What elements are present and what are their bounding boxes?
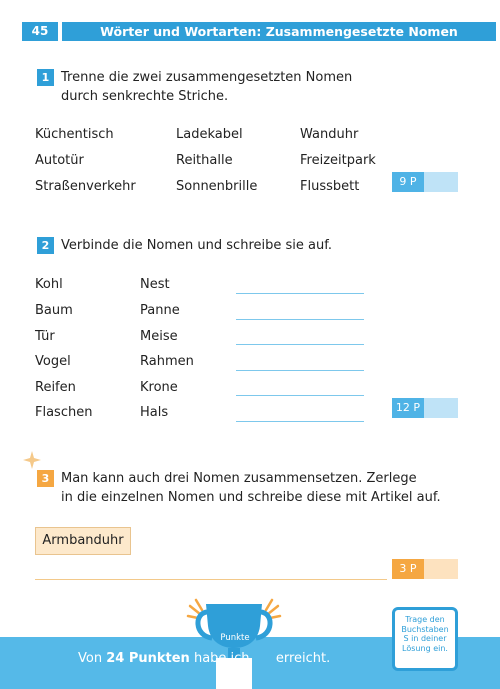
hint-line: Lösung ein.: [402, 643, 448, 653]
task-2-word-right: Nest: [140, 277, 170, 292]
task-2-word-right: Rahmen: [140, 354, 194, 369]
task-3-score-label: 3 P: [392, 559, 424, 579]
task-2-word-left: Tür: [35, 329, 55, 344]
task-1-word[interactable]: Flussbett: [300, 179, 360, 194]
hint-box: [392, 607, 458, 671]
task-2-instruction: Verbinde die Nomen und schreibe sie auf.: [61, 238, 332, 253]
page-title: Wörter und Wortarten: Zusammengesetzte Nomen: [62, 22, 496, 41]
task-3-instruction-line-1: Man kann auch drei Nomen zusammensetzen. Zerlege: [61, 471, 417, 486]
task-2-word-left: Flaschen: [35, 405, 93, 420]
task-1-word[interactable]: Straßenverkehr: [35, 179, 136, 194]
trophy-label: Punkte: [220, 633, 250, 643]
hint-line: Trage den: [405, 615, 445, 624]
task-1-instruction: [61, 68, 352, 106]
footer-text-middle: habe ich: [193, 651, 250, 666]
task-2-word-right: Hals: [140, 405, 169, 420]
task-1-word[interactable]: Sonnenbrille: [176, 179, 258, 194]
task-1-score-label: 9 P: [392, 172, 424, 192]
footer-text: [78, 651, 330, 666]
task-3-badge: 3: [37, 470, 54, 487]
task-1-instruction-line-1: Trenne die zwei zusammengesetzten Nomen: [61, 70, 353, 85]
task-2-badge: 2: [37, 237, 54, 254]
answer-line[interactable]: [236, 395, 364, 396]
task-1-word[interactable]: Wanduhr: [300, 127, 359, 142]
task-2-word-left: Kohl: [35, 277, 63, 292]
task-3-instruction-line-2: in die einzelnen Nomen und schreibe diese mit Artikel auf.: [61, 490, 441, 505]
footer-text-suffix: erreicht.: [275, 651, 331, 666]
task-1-word[interactable]: Küchentisch: [35, 127, 114, 142]
task-2-score-box[interactable]: [392, 398, 458, 418]
task-1-word[interactable]: Ladekabel: [176, 127, 243, 142]
answer-line[interactable]: [236, 370, 364, 371]
task-1-word[interactable]: Reithalle: [176, 153, 233, 168]
task-2-word-left: Baum: [35, 303, 73, 318]
task-2-word-left: Vogel: [35, 354, 71, 369]
answer-line[interactable]: [236, 293, 364, 294]
task-1-score-box[interactable]: [392, 172, 458, 192]
task-2-word-right: Panne: [140, 303, 180, 318]
footer-text-prefix: Von: [78, 651, 103, 666]
hint-line: S in deiner: [403, 634, 447, 643]
example-word-box: Armbanduhr: [35, 527, 131, 555]
task-1-badge: 1: [37, 69, 54, 86]
answer-line[interactable]: [236, 319, 364, 320]
task-2-word-right: Krone: [140, 380, 178, 395]
star-icon: [22, 450, 42, 470]
task-2-word-left: Reifen: [35, 380, 76, 395]
answer-line[interactable]: [236, 344, 364, 345]
footer-points: 24 Punkten: [106, 651, 190, 666]
task-3-instruction: [61, 469, 441, 507]
answer-line[interactable]: [35, 579, 387, 580]
task-1-word[interactable]: Freizeitpark: [300, 153, 376, 168]
task-1-word[interactable]: Autotür: [35, 153, 84, 168]
task-2-score-label: 12 P: [392, 398, 424, 418]
task-3-score-box[interactable]: [392, 559, 458, 579]
hint-line: Buchstaben: [401, 624, 449, 634]
page-number: 45: [22, 22, 58, 41]
task-1-instruction-line-2: durch senkrechte Striche.: [61, 89, 229, 104]
answer-line[interactable]: [236, 421, 364, 422]
task-2-word-right: Meise: [140, 329, 178, 344]
